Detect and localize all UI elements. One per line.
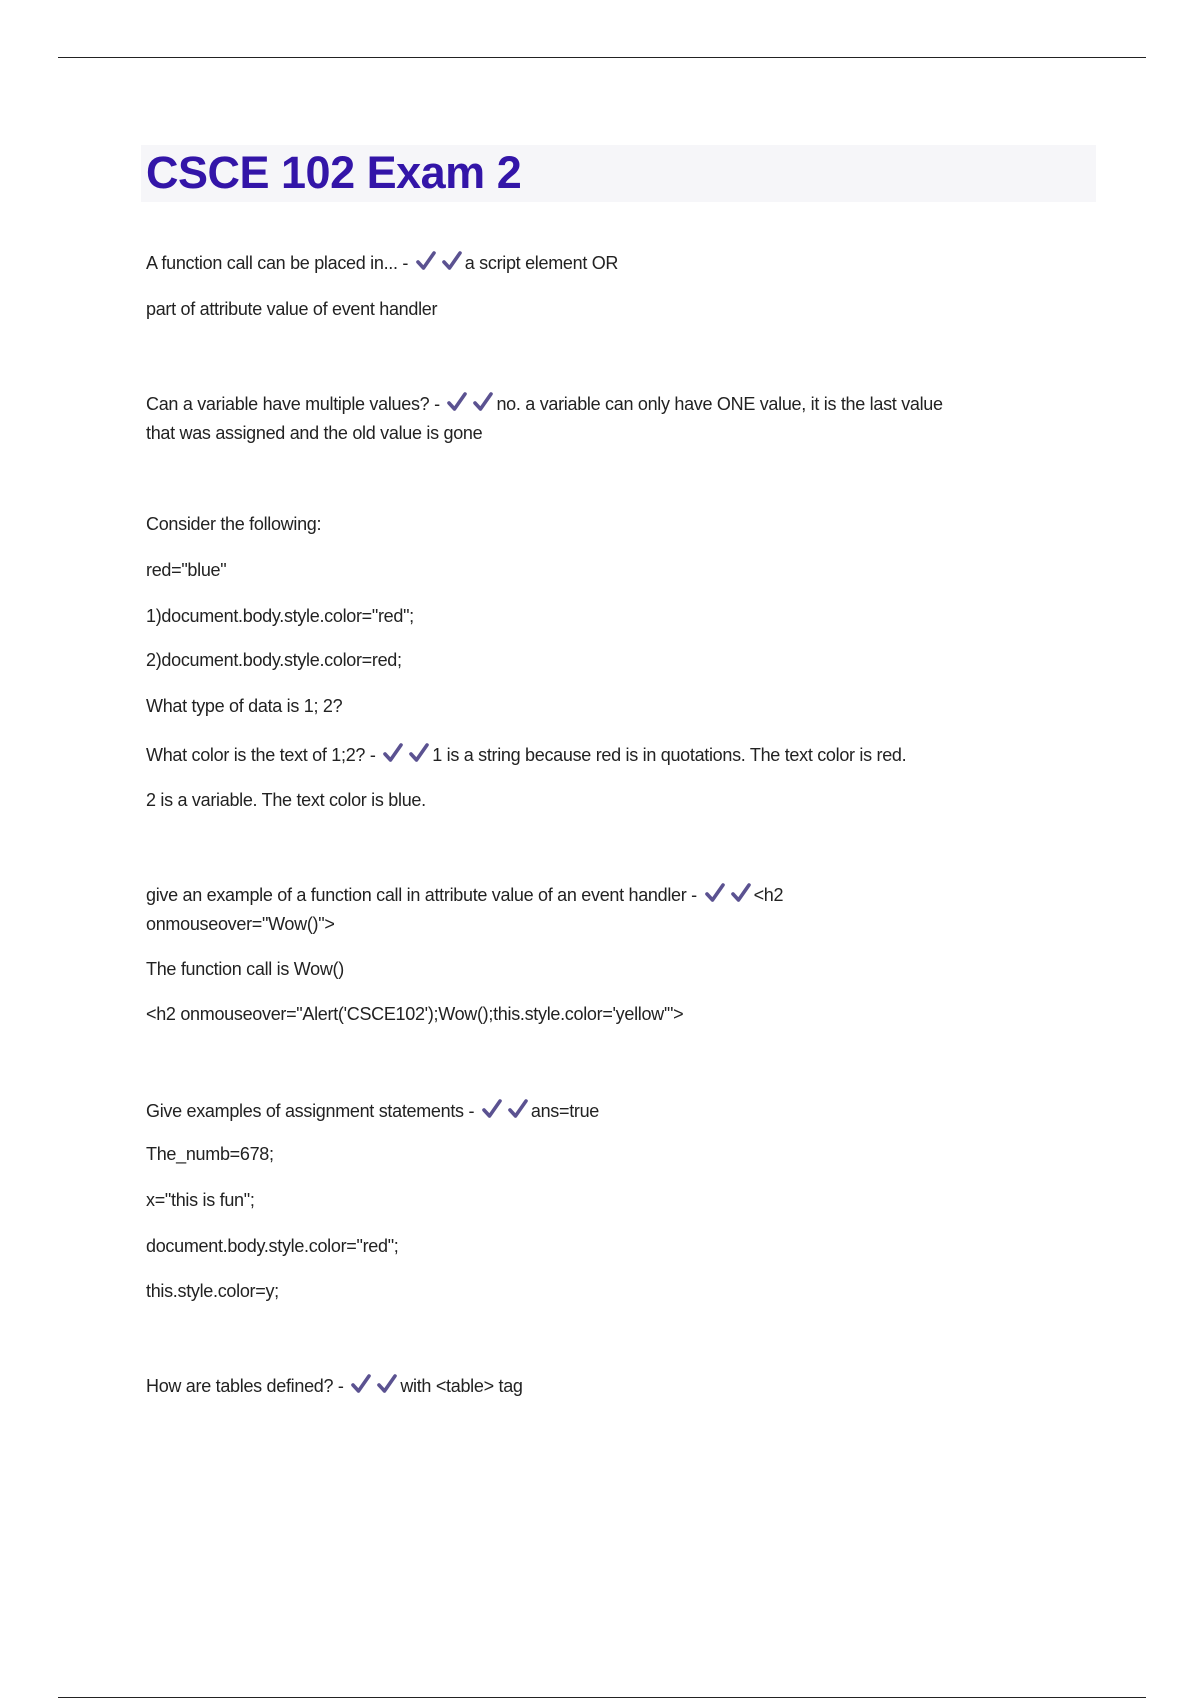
question-answer-line: [146, 742, 906, 770]
prompt-line: 1)document.body.style.color="red";: [146, 606, 414, 626]
question-text: Give examples of assignment statements -: [146, 1101, 479, 1121]
answer-continuation: part of attribute value of event handler: [146, 299, 438, 319]
checkmark-icon: [472, 391, 494, 419]
checkmark-icon: [507, 1098, 529, 1126]
checkmark-icon: [350, 1373, 372, 1401]
question-text: A function call can be placed in... -: [146, 253, 413, 273]
checkmark-icon: [441, 250, 463, 278]
answer-text: no. a variable can only have ONE value, it is the last value: [496, 394, 943, 414]
prompt-line: What type of data is 1; 2?: [146, 696, 343, 716]
checkmark-icon: [382, 742, 404, 770]
checkmark-icon: [481, 1098, 503, 1126]
question-text: What color is the text of 1;2? -: [146, 745, 381, 765]
question-answer-line: [146, 391, 943, 419]
answer-text: ans=true: [530, 1101, 600, 1121]
answer-continuation: x="this is fun";: [146, 1190, 255, 1210]
prompt-line: Consider the following:: [146, 514, 322, 534]
answer-text: 1 is a string because red is in quotations. The text color is red.: [432, 745, 907, 765]
checkmark-icon: [415, 250, 437, 278]
checkmark-icon: [408, 742, 430, 770]
answer-text: <h2: [753, 885, 784, 905]
checkmark-icon: [704, 882, 726, 910]
question-answer-line: [146, 1098, 599, 1126]
question-answer-line: [146, 250, 618, 278]
answer-continuation: The function call is Wow(): [146, 959, 344, 979]
checkmark-icon: [446, 391, 468, 419]
title-banner: [141, 145, 1096, 202]
prompt-line: 2)document.body.style.color=red;: [146, 650, 402, 670]
page-title: CSCE 102 Exam 2: [146, 147, 522, 198]
checkmark-icon: [730, 882, 752, 910]
answer-continuation: onmouseover="Wow()">: [146, 914, 335, 934]
answer-continuation: The_numb=678;: [146, 1144, 274, 1164]
question-text: Can a variable have multiple values? -: [146, 394, 445, 414]
answer-continuation: 2 is a variable. The text color is blue.: [146, 790, 426, 810]
prompt-line: red="blue": [146, 560, 227, 580]
answer-text: a script element OR: [464, 253, 619, 273]
answer-continuation: document.body.style.color="red";: [146, 1236, 399, 1256]
answer-continuation: <h2 onmouseover="Alert('CSCE102');Wow();this.style.color='yellow'">: [146, 1004, 684, 1024]
top-rule: [58, 57, 1146, 58]
answer-continuation: this.style.color=y;: [146, 1281, 279, 1301]
answer-continuation: that was assigned and the old value is gone: [146, 423, 483, 443]
answer-text: with <table> tag: [400, 1376, 523, 1396]
question-answer-line: [146, 1373, 523, 1401]
bottom-rule: [58, 1697, 1146, 1698]
question-text: give an example of a function call in attribute value of an event handler -: [146, 885, 702, 905]
question-answer-line: [146, 882, 783, 910]
question-text: How are tables defined? -: [146, 1376, 349, 1396]
checkmark-icon: [376, 1373, 398, 1401]
